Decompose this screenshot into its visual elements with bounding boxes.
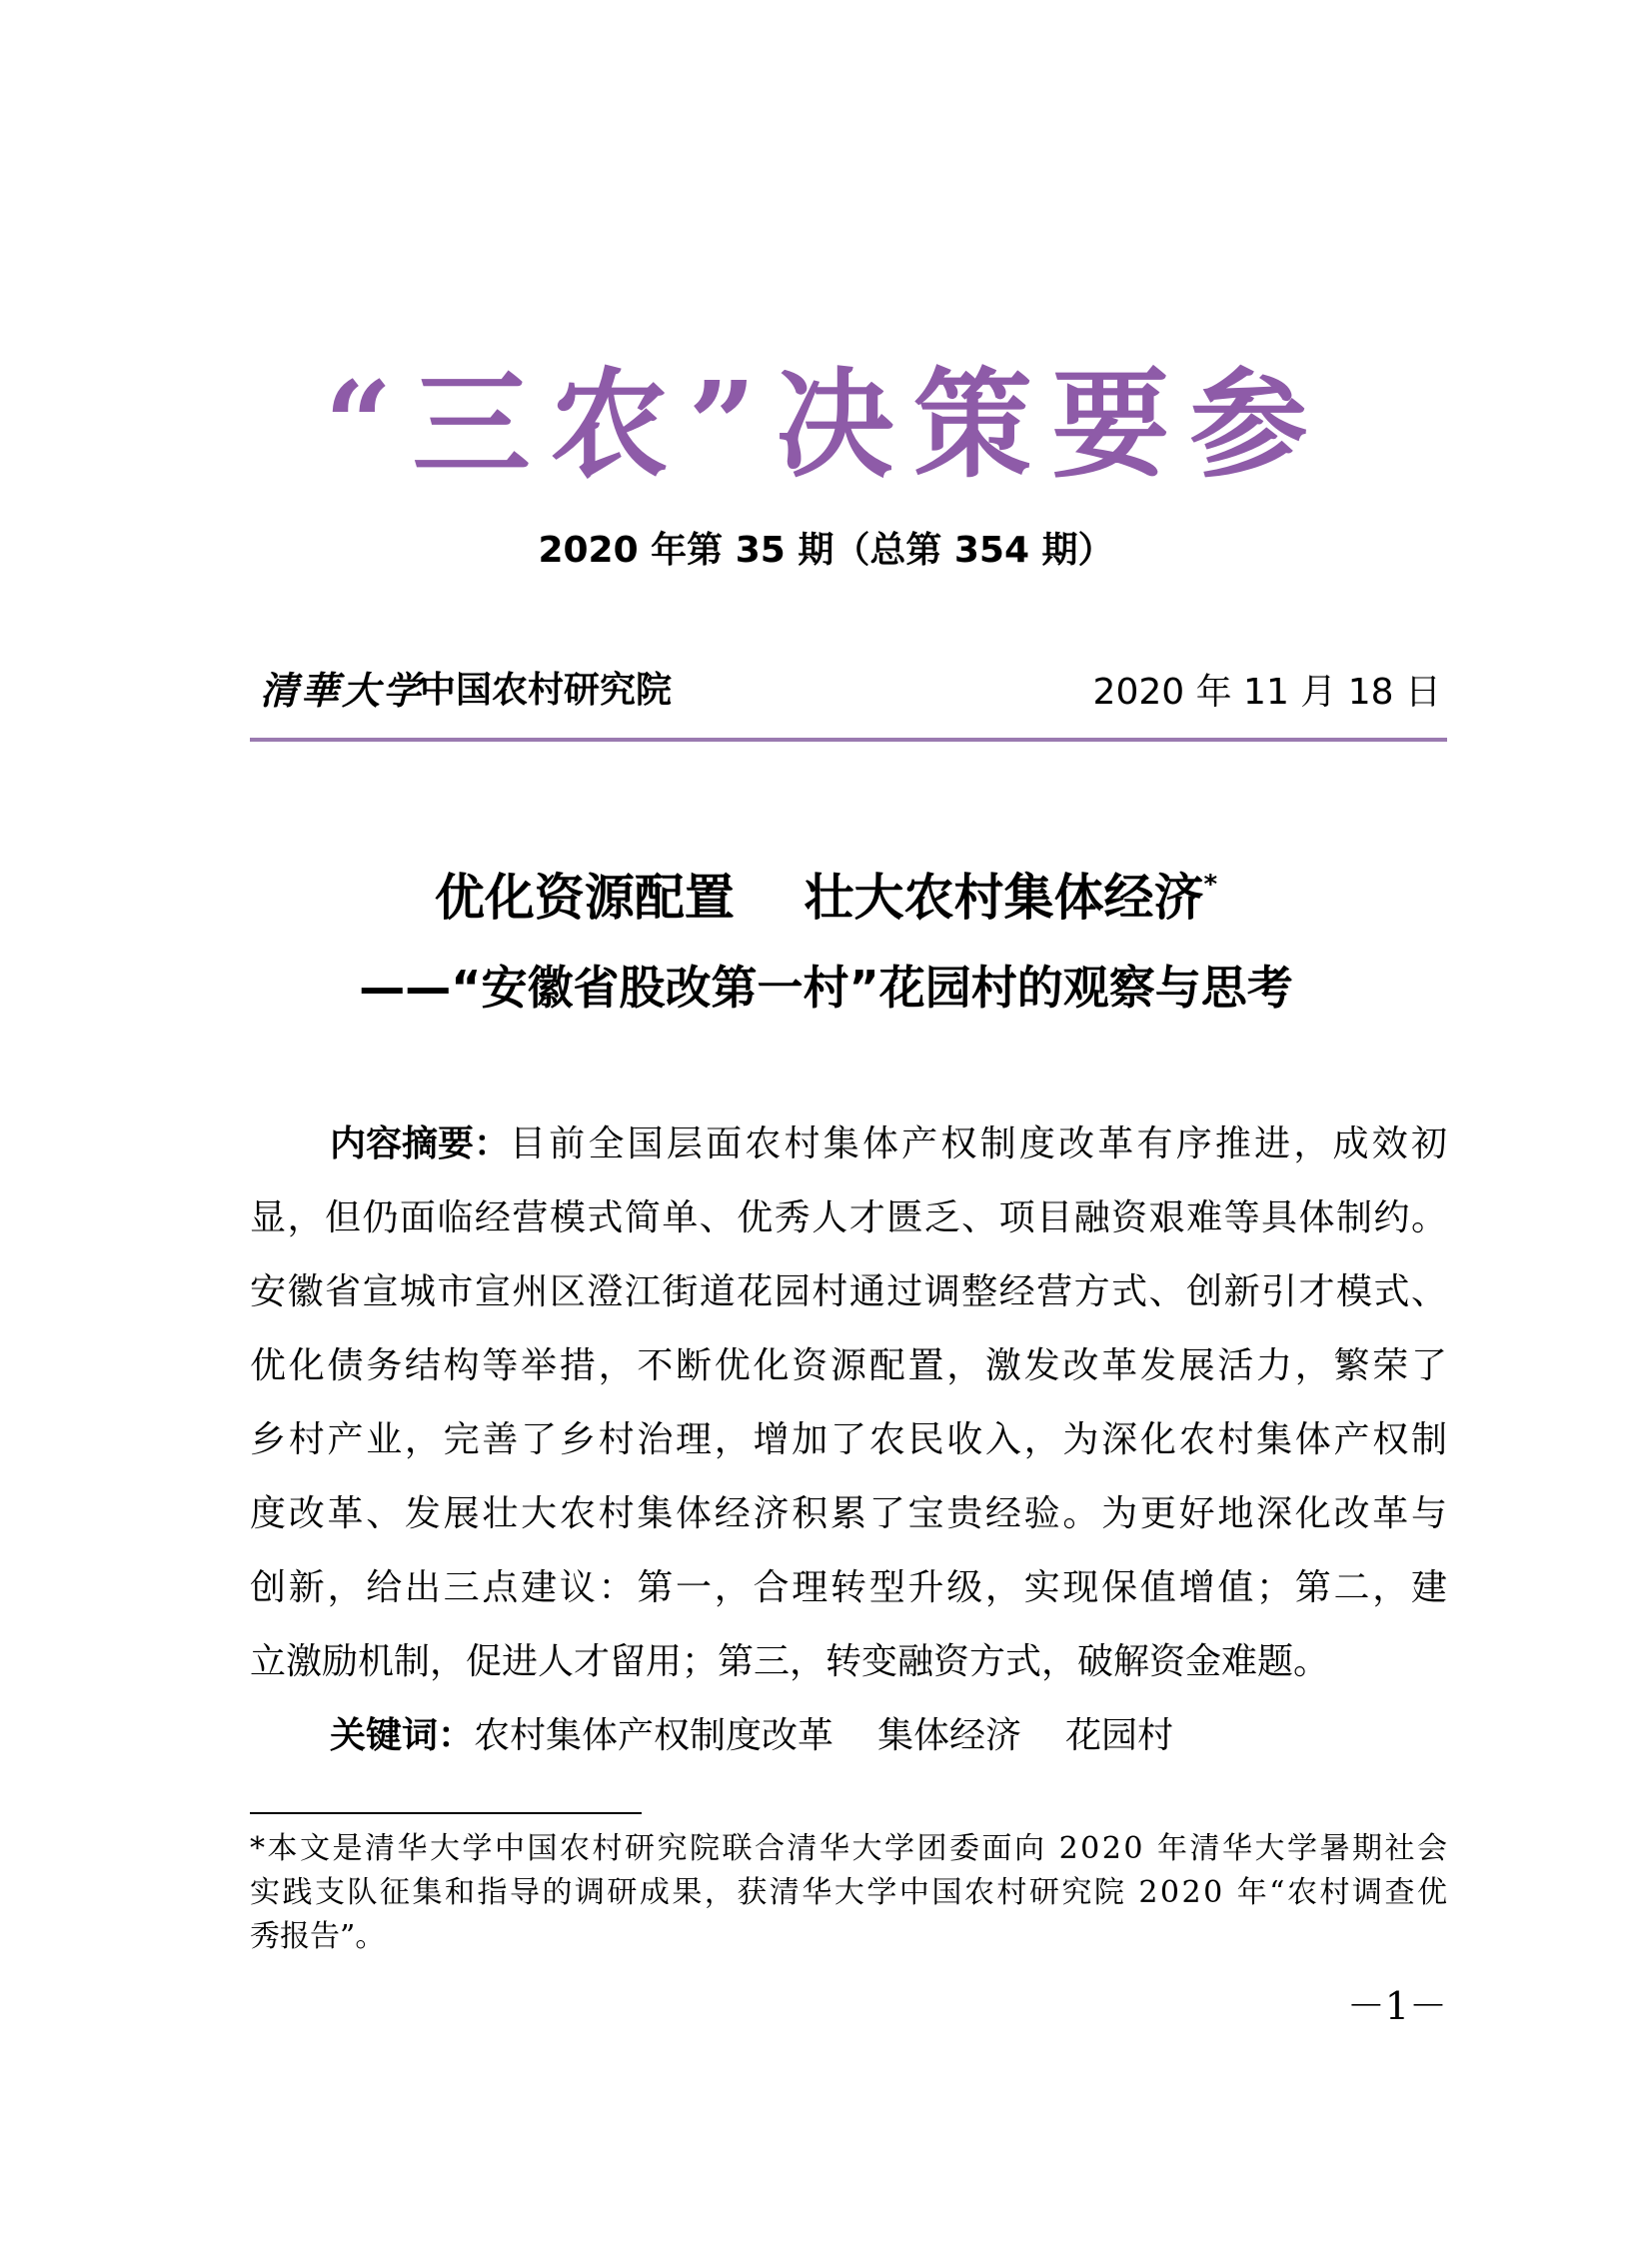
university-logo: 清華大学 [260, 668, 425, 713]
abstract-line-text: 乡村产业，完善了乡村治理，增加了农民收入，为深化农村集体产权制 [250, 1419, 1450, 1460]
publication-date: 2020 年 11 月 18 日 [1092, 672, 1441, 713]
footnote [250, 1827, 1450, 1959]
institute-name: 中国农村研究院 [420, 670, 673, 711]
article-title [0, 858, 1652, 930]
keyword-item: 花园村 [1065, 1715, 1174, 1756]
footnote-line [250, 1871, 1450, 1915]
abstract-line [250, 1181, 1447, 1255]
abstract-section [250, 1108, 1451, 1773]
footnote-divider [250, 1812, 642, 1814]
footnote-marker: * [1203, 870, 1218, 900]
issue-number: 2020 年第 35 期（总第 354 期） [538, 530, 1114, 571]
footnote-line [250, 1827, 1450, 1871]
abstract-line-text: 安徽省宣城市宣州区澄江街道花园村通过调整经营方式、创新引才模式、 [250, 1271, 1449, 1312]
keyword-item: 农村集体产权制度改革 [474, 1715, 834, 1756]
abstract-line-text: 立激励机制，促进人才留用；第三，转变融资方式，破解资金难题。 [250, 1641, 1330, 1682]
abstract-line-text: 度改革、发展壮大农村集体经济积累了宝贵经验。为更好地深化改革与 [250, 1493, 1450, 1534]
footnote-line-text: 实践支队征集和指导的调研成果，获清华大学中国农村研究院 2020 年“农村调查优 [250, 1875, 1450, 1910]
abstract-line-text: 显，但仍面临经营模式简单、优秀人才匮乏、项目融资艰难等具体制约。 [250, 1197, 1449, 1238]
keyword-item: 集体经济 [877, 1715, 1022, 1756]
abstract-line [250, 1329, 1450, 1403]
abstract-line-text: 创新，给出三点建议：第一，合理转型升级，实现保值增值；第二，建 [250, 1567, 1450, 1608]
abstract-line [250, 1403, 1450, 1477]
article-title-text: 优化资源配置 壮大农村集体经济 [434, 869, 1204, 927]
abstract-line-text: 目前全国层面农村集体产权制度改革有序推进，成效初 [510, 1123, 1451, 1164]
keywords-line [250, 1699, 1447, 1773]
abstract-line-text: 优化债务结构等举措，不断优化资源配置，激发改革发展活力，繁荣了 [250, 1345, 1450, 1386]
abstract-line [250, 1625, 1447, 1699]
abstract-label: 内容摘要： [330, 1123, 511, 1164]
page-number: －1－ [1346, 1984, 1447, 2028]
header-divider [250, 738, 1447, 742]
publisher-header [250, 656, 1461, 716]
abstract-line [250, 1477, 1450, 1551]
masthead-title: “三农”决策要参 [324, 355, 1328, 494]
footnote-line-text: *本文是清华大学中国农村研究院联合清华大学团委面向 2020 年清华大学暑期社会 [250, 1831, 1450, 1866]
abstract-line [250, 1255, 1447, 1329]
abstract-line [250, 1108, 1451, 1181]
footnote-line [250, 1915, 1447, 1959]
keywords-label: 关键词： [330, 1715, 475, 1756]
footnote-line-text: 秀报告”。 [250, 1919, 386, 1954]
abstract-line [250, 1551, 1450, 1625]
article-subtitle: ——“安徽省股改第一村”花园村的观察与思考 [359, 961, 1293, 1015]
